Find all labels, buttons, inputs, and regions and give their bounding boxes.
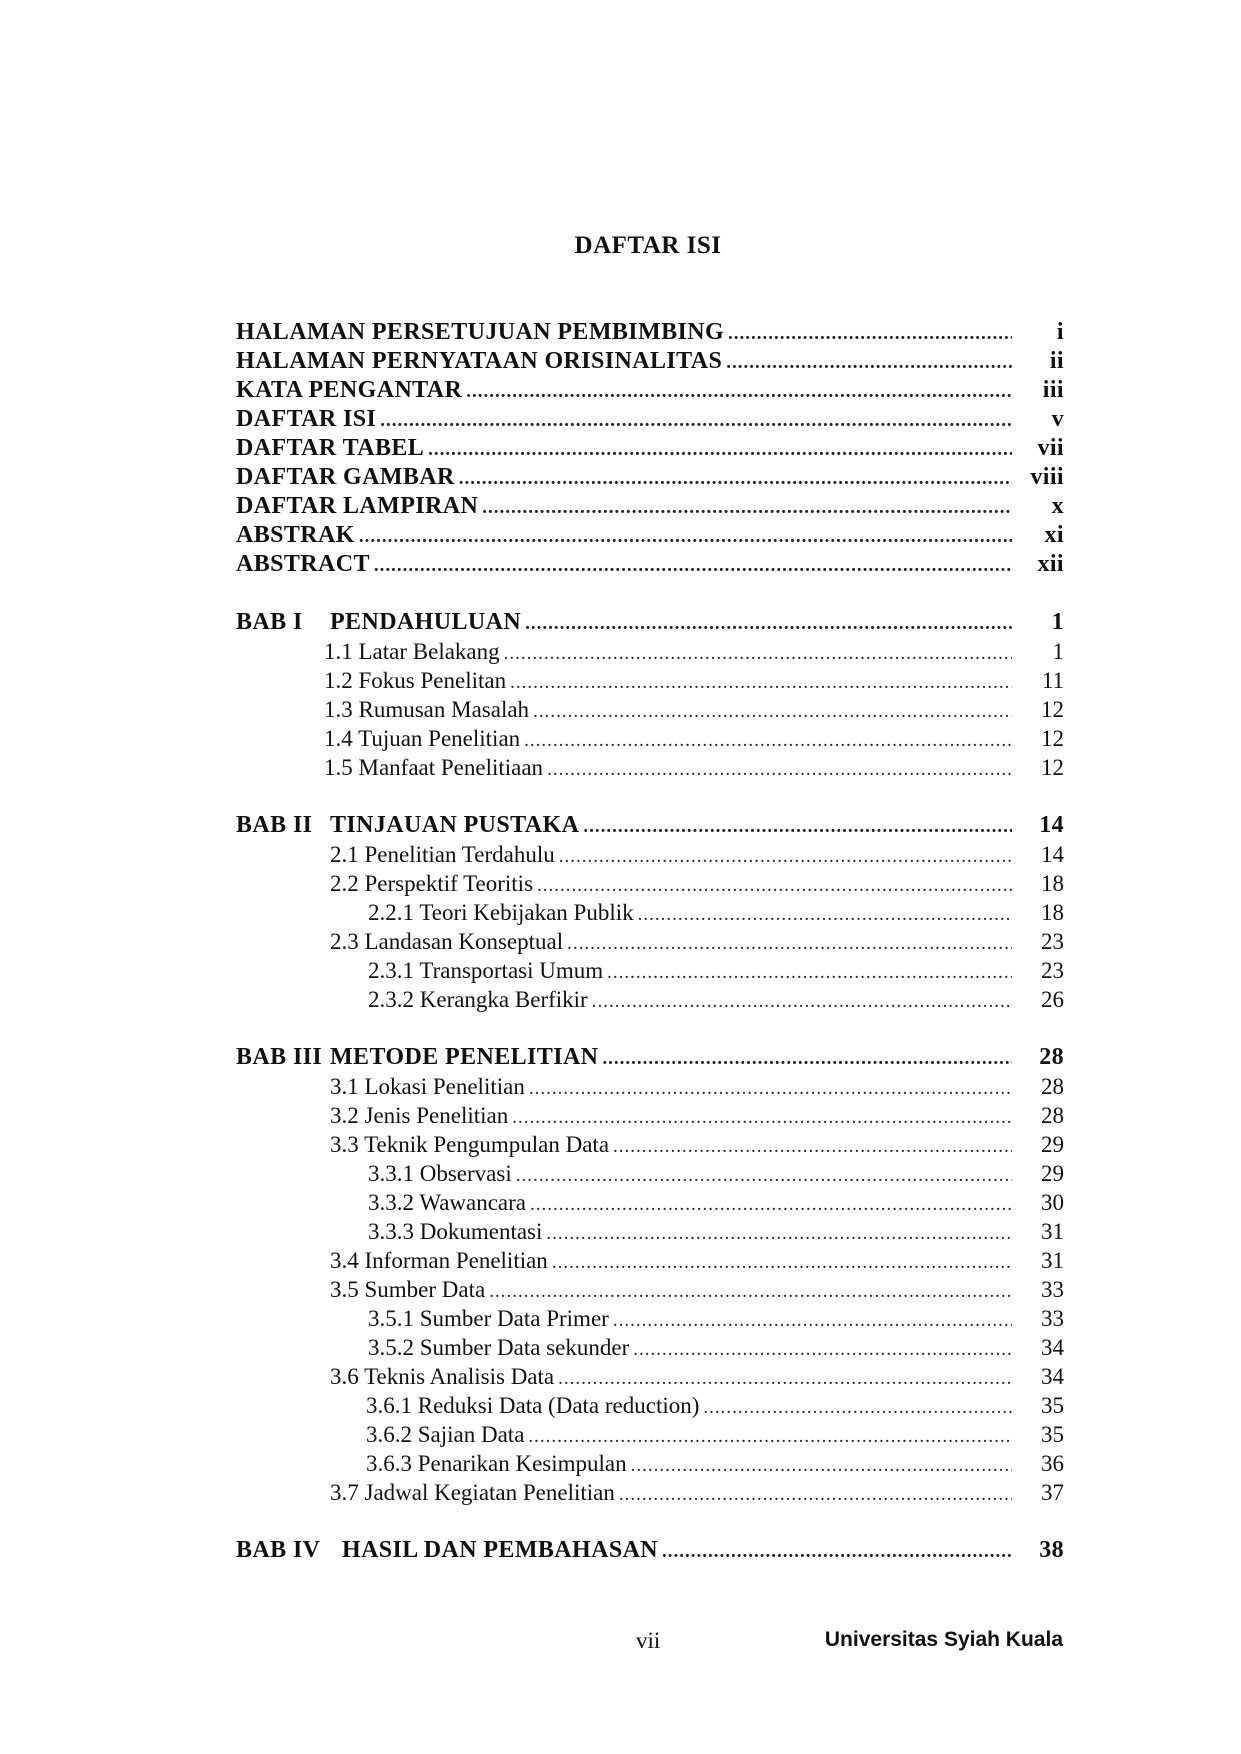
chapter-heading-bab-3[interactable] [236, 1043, 1064, 1072]
dot-leader [504, 639, 1012, 668]
dot-leader [703, 1393, 1012, 1422]
toc-entry-daftar-lampiran[interactable] [236, 492, 1064, 521]
toc-entry-page: 30 [1041, 1190, 1064, 1215]
chapter-title: PENDAHULUAN [330, 609, 522, 635]
dot-leader [728, 319, 1012, 348]
toc-entry-abstrak[interactable] [236, 521, 1064, 550]
toc-entry-label: 3.6 Teknis Analisis Data [330, 1364, 555, 1389]
toc-entry-page: viii [1030, 464, 1064, 490]
dot-leader [607, 958, 1012, 987]
toc-subentry[interactable] [236, 1246, 1064, 1275]
dot-leader [359, 522, 1012, 551]
chapter-number: BAB III [236, 1044, 323, 1070]
dot-leader [428, 435, 1012, 464]
toc-entry-page: 28 [1041, 1103, 1064, 1128]
toc-entry-label: 2.2 Perspektif Teoritis [330, 871, 534, 896]
toc-subsubentry[interactable] [236, 1304, 1064, 1333]
toc-entry-label: 3.6.3 Penarikan Kesimpulan [366, 1451, 627, 1476]
dot-leader [558, 1364, 1012, 1393]
chapter-number: BAB II [236, 812, 313, 838]
toc-entry-label: 3.3 Teknik Pengumpulan Data [330, 1132, 610, 1157]
toc-entry-page: x [1051, 493, 1064, 519]
toc-entry-label: 1.4 Tujuan Penelitian [324, 726, 521, 751]
toc-entry-page: ii [1049, 348, 1064, 374]
toc-entry-page: 26 [1041, 987, 1064, 1012]
dot-leader [524, 726, 1012, 755]
toc-entry-label: HALAMAN PERSETUJUAN PEMBIMBING [236, 319, 725, 345]
dot-leader [512, 1103, 1012, 1132]
toc-subsubentry[interactable] [236, 1449, 1064, 1478]
toc-entry-persetujuan[interactable] [236, 318, 1064, 347]
toc-entry-page: xii [1037, 551, 1064, 577]
dot-leader [583, 812, 1012, 841]
toc-entry-page: i [1056, 319, 1064, 345]
toc-entry-label: 1.3 Rumusan Masalah [324, 697, 530, 722]
footer-page-number: vii [636, 1628, 661, 1653]
toc-subentry[interactable] [236, 869, 1064, 898]
toc-entry-page: 12 [1041, 726, 1064, 751]
toc-subentry[interactable] [236, 1478, 1064, 1507]
dot-leader [528, 1422, 1012, 1451]
toc-entry-label: 3.2 Jenis Penelitian [330, 1103, 509, 1128]
dot-leader [547, 755, 1012, 784]
dot-leader [533, 697, 1012, 726]
toc-subsubentry[interactable] [236, 898, 1064, 927]
dot-leader [537, 871, 1012, 900]
toc-entry-label: 1.1 Latar Belakang [324, 639, 500, 664]
toc-entry-label: 3.3.2 Wawancara [368, 1190, 527, 1215]
dot-leader [638, 900, 1012, 929]
toc-entry-label: DAFTAR LAMPIRAN [236, 493, 479, 519]
dot-leader [613, 1132, 1012, 1161]
toc-entry-label: DAFTAR GAMBAR [236, 464, 455, 490]
toc-entry-label: 3.5.1 Sumber Data Primer [368, 1306, 609, 1331]
dot-leader [525, 609, 1012, 638]
toc-entry-page: 34 [1041, 1335, 1064, 1360]
toc-entry-kata-pengantar[interactable] [236, 376, 1064, 405]
dot-leader [530, 1190, 1012, 1219]
toc-subsubentry[interactable] [236, 1420, 1064, 1449]
toc-entry-page: 35 [1041, 1393, 1064, 1418]
toc-entry-page: 23 [1041, 929, 1064, 954]
toc-subentry[interactable] [236, 1101, 1064, 1130]
toc-entry-page: 11 [1041, 668, 1064, 693]
dot-leader [546, 1219, 1012, 1248]
chapter-heading-bab-1[interactable] [236, 608, 1064, 637]
toc-entry-label: ABSTRACT [236, 551, 370, 577]
toc-subentry[interactable] [236, 1362, 1064, 1391]
toc-entry-daftar-tabel[interactable] [236, 434, 1064, 463]
toc-entry-page: 12 [1041, 755, 1064, 780]
toc-entry-label: 3.6.1 Reduksi Data (Data reduction) [366, 1393, 700, 1418]
toc-subentry[interactable] [236, 666, 1064, 695]
toc-entry-label: 3.3.3 Dokumentasi [368, 1219, 543, 1244]
toc-entry-page: 33 [1041, 1277, 1064, 1302]
toc-entry-page: 35 [1041, 1422, 1064, 1447]
toc-entry-page: 1 [1051, 609, 1064, 635]
toc-entry-page: 18 [1041, 871, 1064, 896]
chapter-heading-bab-4[interactable] [236, 1536, 1064, 1565]
toc-entry-daftar-gambar[interactable] [236, 463, 1064, 492]
chapter-title: HASIL DAN PEMBAHASAN [342, 1537, 659, 1563]
toc-subentry[interactable] [236, 1072, 1064, 1101]
toc-entry-label: KATA PENGANTAR [236, 377, 463, 403]
toc-entry-orisinalitas[interactable] [236, 347, 1064, 376]
toc-entry-label: 1.2 Fokus Penelitan [324, 668, 507, 693]
dot-leader [552, 1248, 1012, 1277]
toc-entry-page: 38 [1039, 1537, 1064, 1563]
toc-entry-label: 3.7 Jadwal Kegiatan Penelitian [330, 1480, 615, 1505]
toc-entry-label: 3.1 Lokasi Penelitian [330, 1074, 525, 1099]
toc-subsubentry[interactable] [236, 1391, 1064, 1420]
toc-entry-label: 2.3 Landasan Konseptual [330, 929, 564, 954]
chapter-heading-bab-2[interactable] [236, 811, 1064, 840]
toc-entry-label: 2.3.2 Kerangka Berfikir [368, 987, 588, 1012]
chapter-title: METODE PENELITIAN [330, 1044, 599, 1070]
toc-entry-label: 3.5.2 Sumber Data sekunder [368, 1335, 630, 1360]
toc-entry-label: 3.4 Informan Penelitian [330, 1248, 548, 1273]
footer-institution: Universitas Syiah Kuala [824, 1628, 1063, 1651]
dot-leader [510, 668, 1012, 697]
toc-entry-label: 2.2.1 Teori Kebijakan Publik [368, 900, 634, 925]
toc-entry-page: 31 [1041, 1248, 1064, 1273]
toc-entry-page: iii [1042, 377, 1064, 403]
chapter-number: BAB IV [236, 1537, 321, 1563]
toc-entry-page: 28 [1041, 1074, 1064, 1099]
page-title: DAFTAR ISI [574, 232, 722, 259]
toc-entry-label: 3.5 Sumber Data [330, 1277, 486, 1302]
toc-entry-page: vii [1037, 435, 1064, 461]
toc-entry-label: ABSTRAK [236, 522, 355, 548]
toc-subsubentry[interactable] [236, 1217, 1064, 1246]
dot-leader [559, 842, 1012, 871]
toc-entry-page: 18 [1041, 900, 1064, 925]
dot-leader [567, 929, 1012, 958]
chapter-title: TINJAUAN PUSTAKA [330, 812, 580, 838]
toc-entry-page: 23 [1041, 958, 1064, 983]
toc-subentry[interactable] [236, 695, 1064, 724]
dot-leader [482, 493, 1012, 522]
toc-subsubentry[interactable] [236, 985, 1064, 1014]
dot-leader [516, 1161, 1012, 1190]
toc-entry-label: 3.3.1 Observasi [368, 1161, 512, 1186]
toc-subsubentry[interactable] [236, 1159, 1064, 1188]
toc-entry-daftar-isi[interactable] [236, 405, 1064, 434]
dot-leader [619, 1480, 1012, 1509]
toc-subentry[interactable] [236, 1275, 1064, 1304]
dot-leader [374, 551, 1012, 580]
toc-subentry[interactable] [236, 637, 1064, 666]
toc-entry-page: 37 [1041, 1480, 1064, 1505]
toc-entry-label: 3.6.2 Sajian Data [366, 1422, 525, 1447]
toc-subentry[interactable] [236, 1130, 1064, 1159]
toc-entry-label: 1.5 Manfaat Penelitiaan [324, 755, 544, 780]
toc-entry-page: 29 [1041, 1161, 1064, 1186]
toc-entry-label: HALAMAN PERNYATAAN ORISINALITAS [236, 348, 723, 374]
toc-entry-page: 28 [1039, 1044, 1064, 1070]
toc-entry-label: 2.1 Penelitian Terdahulu [330, 842, 555, 867]
toc-entry-page: 31 [1041, 1219, 1064, 1244]
toc-subsubentry[interactable] [236, 1333, 1064, 1362]
toc-entry-page: 33 [1041, 1306, 1064, 1331]
toc-subentry[interactable] [236, 724, 1064, 753]
toc-entry-label: DAFTAR TABEL [236, 435, 425, 461]
dot-leader [466, 377, 1012, 406]
dot-leader [529, 1074, 1012, 1103]
toc-entry-page: 14 [1041, 842, 1064, 867]
toc-entry-label: DAFTAR ISI [236, 406, 377, 432]
toc-entry-page: v [1051, 406, 1064, 432]
toc-entry-page: xi [1044, 522, 1064, 548]
toc-subentry[interactable] [236, 840, 1064, 869]
dot-leader [489, 1277, 1012, 1306]
toc-subsubentry[interactable] [236, 1188, 1064, 1217]
chapter-number: BAB I [236, 609, 303, 635]
dot-leader [633, 1335, 1012, 1364]
dot-leader [662, 1537, 1012, 1566]
toc-subsubentry[interactable] [236, 956, 1064, 985]
toc-subentry[interactable] [236, 753, 1064, 782]
toc-entry-label: 2.3.1 Transportasi Umum [368, 958, 604, 983]
dot-leader [726, 348, 1012, 377]
toc-entry-abstract[interactable] [236, 550, 1064, 579]
toc-entry-page: 29 [1041, 1132, 1064, 1157]
toc-entry-page: 14 [1039, 812, 1064, 838]
toc-entry-page: 1 [1052, 639, 1064, 664]
dot-leader [602, 1044, 1012, 1073]
toc-entry-page: 12 [1041, 697, 1064, 722]
dot-leader [459, 464, 1012, 493]
dot-leader [613, 1306, 1012, 1335]
toc-entry-page: 36 [1041, 1451, 1064, 1476]
dot-leader [631, 1451, 1012, 1480]
toc-subentry[interactable] [236, 927, 1064, 956]
dot-leader [380, 406, 1012, 435]
dot-leader [592, 987, 1012, 1016]
toc-entry-page: 34 [1041, 1364, 1064, 1389]
